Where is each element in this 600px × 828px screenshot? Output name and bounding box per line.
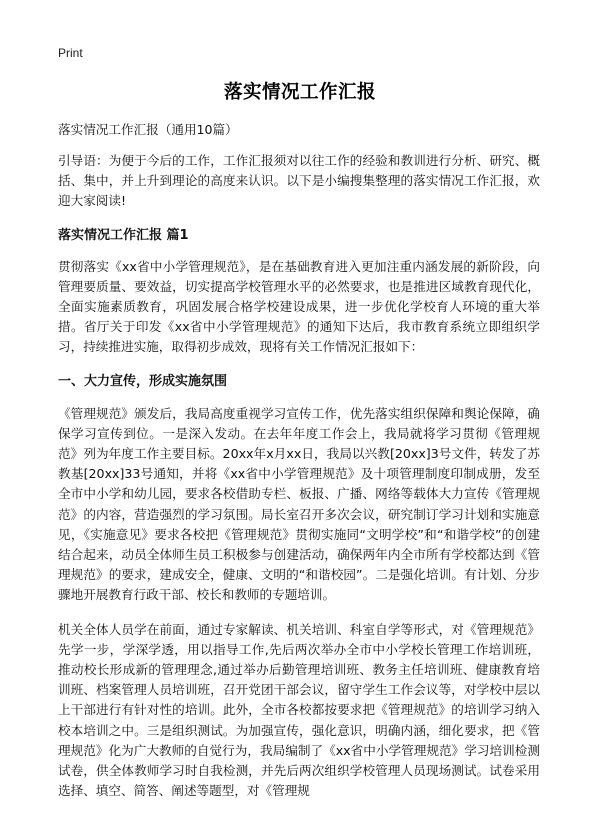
body-paragraph: 机关全体人员学在前面，通过专家解读、机关培训、科室自学等形式，对《管理规范》先学一步，学深学透，用以指导工作,先后两次举办全市中小学校长管理工作培训班，推动校长形成新的管理理念,通过举办后勤管理培训班、教务主任培训班、健康教育培训班、档案管理人员培训班，召开党团干部会议，留守学生工作会议等，对学校中层以上干部进行有针对性的培训。此外，全市各校都按要求把《管理规范》的培训学习纳入校本培训之中。三是组织测试。为加强宣传，强化意识，明确内涵，细化要求，把《管理规范》化为广大教师的自觉行为，我局编制了《xx省中小学管理规范》学习培训检测试卷，供全体教师学习时自我检测，并先后两次组织学校管理人员现场测试。试卷采用选择、填空、简答、阐述等题型，对《管理规 xyxy=(58,621,540,799)
intro-paragraph: 引导语：为便于今后的工作，工作汇报须对以往工作的经验和教训进行分析、研究、概括、集中，并上升到理论的高度来认识。以下是小编搜集整理的落实情况工作汇报，欢迎大家阅读! xyxy=(58,153,540,209)
document-subtitle: 落实情况工作汇报（通用10篇） xyxy=(58,122,238,137)
body-paragraph: 贯彻落实《xx省中小学管理规范》，是在基础教育进入更加注重内涵发展的新阶段，向管理要质量、要效益，切实提高学校管理水平的必然要求，也是推进区域教育现代化，全面实施素质教育，巩固发展合格学校建设成果，进一步优化学校育人环境的重大举措。省厅关于印发《xx省中小学管理规范》的通知下达后，我市教育系统立即组织学习，持续推进实施，取得初步成效，现将有关工作情况汇报如下： xyxy=(58,258,540,355)
page-title: 落实情况工作汇报 xyxy=(223,82,376,103)
subsection-heading: 一、大力宣传，形成实施氛围 xyxy=(58,373,228,389)
body-paragraph: 《管理规范》颁发后，我局高度重视学习宣传工作，优先落实组织保障和舆论保障，确保学习宣传到位。一是深入发动。在去年年度工作会上，我局就将学习贯彻《管理规范》列为年度工作主要目标。20xx年x月xx日，我局以兴教[20xx]3号文件，转发了苏教基[20xx]33号通知，并将《xx省中小学管理规范》及十项管理制度印制成册，发至全市中小学和幼儿园，要求各校借助专栏、板报、广播、网络等载体大力宣传《管理规范》的内容，营造强烈的学习氛围。局长室召开多次会议，研究制订学习计划和实施意见，《实施意见》要求各校把《管理规范》贯彻实施同“文明学校”和“和谐学校”的创建结合起来，动员全体师生员工积极参与创建活动，确保两年内全市所有学校都达到《管理规范》的要求，建成安全，健康、文明的“和谐校园”。二是强化培训。有计划、分步骤地开展教育行政干部、校长和教师的专题培训。 xyxy=(58,405,540,603)
print-label: Print xyxy=(58,46,83,60)
document-body xyxy=(58,120,540,815)
section-heading: 落实情况工作汇报 篇1 xyxy=(58,227,189,243)
